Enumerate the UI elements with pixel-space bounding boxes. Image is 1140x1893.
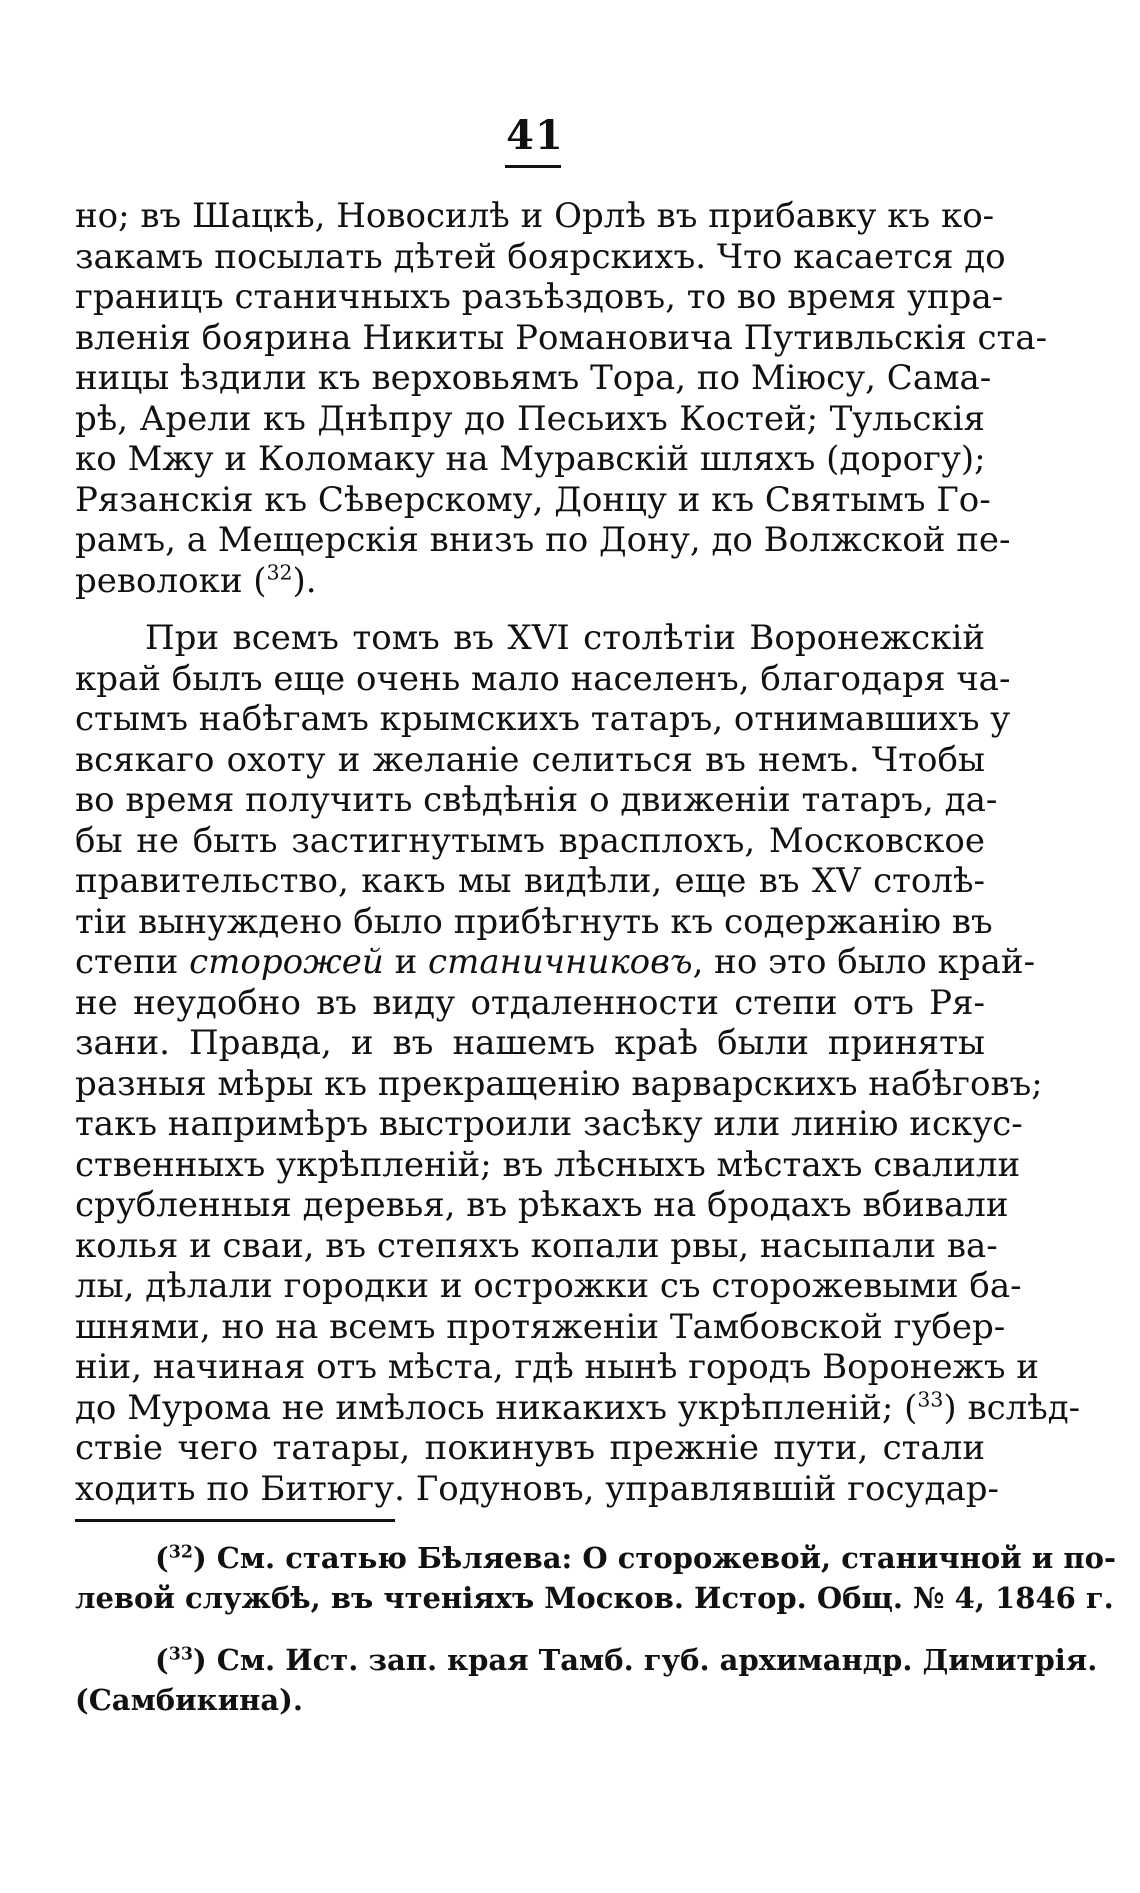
text-line: всякаго охоту и желаніе селиться въ немъ. Чтобы <box>75 739 985 780</box>
text-line: разныя мѣры къ прекращенію варварскихъ набѣговъ; <box>75 1063 1043 1104</box>
text-line: во время получить свѣдѣнія о движеніи татаръ, да- <box>75 780 998 820</box>
text-line: ніи, начиная отъ мѣста, гдѣ нынѣ городъ Воронежъ и <box>75 1347 1039 1387</box>
text-line: не неудобно въ виду отдаленности степи отъ Ря- <box>75 982 985 1023</box>
text-line: границъ станичныхъ разъѣздовъ, то во время упра- <box>75 277 1004 317</box>
text-line: рамъ, а Мещерскія внизъ по Дону, до Волжской пе- <box>75 520 1011 560</box>
text-line: ственныхъ укрѣпленій; въ лѣсныхъ мѣстахъ свалили <box>75 1144 1021 1185</box>
text-line: ствіе чего татары, покинувъ прежніе пути, стали <box>75 1428 985 1468</box>
text-line: край былъ еще очень мало населенъ, благодаря ча- <box>75 658 1011 699</box>
footnote-32-line <box>75 1538 1116 1578</box>
text-fragment: ) См. статью Бѣляева: О сторожевой, станичной и по- <box>192 1541 1116 1575</box>
footnote-marker-33: 33 <box>168 1644 193 1665</box>
text-line: стымъ набѣгамъ крымскихъ татаръ, отнимавшихъ у <box>75 699 1011 739</box>
footnote-ref-33[interactable]: 33 <box>917 1387 944 1412</box>
text-line: срубленныя деревья, въ рѣкахъ на бродахъ вбивали <box>75 1185 1009 1225</box>
text-fragment: ) См. Ист. зап. края Тамб. губ. архимандр. Димитрія. <box>192 1643 1098 1677</box>
text-line: колья и сваи, въ степяхъ копали рвы, насыпали ва- <box>75 1225 998 1266</box>
text-fragment: револоки ( <box>75 560 267 601</box>
text-line: ходить по Битюгу. Годуновъ, управлявшій государ- <box>75 1468 1000 1509</box>
footnote-33-line: (Самбикина). <box>75 1683 303 1717</box>
text-line: ко Мжу и Коломаку на Муравскій шляхъ (дорогу); <box>75 439 986 479</box>
text-line: Рязанскія къ Сѣверскому, Донцу и къ Святымъ Го- <box>75 479 991 520</box>
footnote-32-line: левой службѣ, въ чтеніяхъ Москов. Истор. Общ. № 4, 1846 г. <box>75 1581 1114 1615</box>
text-fragment: и <box>383 942 429 982</box>
text-line: такъ напримѣръ выстроили засѣку или линію искус- <box>75 1104 1023 1144</box>
text-fragment: ). <box>292 560 317 601</box>
footnotes <box>75 1538 1116 1720</box>
emphasis-stanichnikov: станичниковъ <box>428 942 693 982</box>
paragraph-2 <box>75 618 1081 1509</box>
text-fragment: ( <box>155 1643 169 1677</box>
text-line: вленія боярина Никиты Романовича Путивльскія ста- <box>75 317 1048 358</box>
footnote-marker-32: 32 <box>168 1542 193 1563</box>
footnote-separator <box>75 1519 395 1522</box>
text-fragment: ) вслѣд- <box>943 1387 1081 1428</box>
page-number-rule <box>505 165 561 168</box>
page-number: 41 <box>506 112 564 159</box>
text-line: При всемъ томъ въ XVI столѣтіи Воронежскій <box>145 618 985 658</box>
text-fragment: ( <box>155 1541 169 1575</box>
text-fragment: , но это было край- <box>692 942 1036 982</box>
text-fragment: степи <box>75 942 190 982</box>
text-line <box>75 942 1036 983</box>
text-fragment: до Мурома не имѣлось никакихъ укрѣпленій; ( <box>75 1387 918 1428</box>
text-line <box>75 561 985 602</box>
text-line: бы не быть застигнутымъ врасплохъ, Московское <box>75 820 985 861</box>
emphasis-storozhey: сторожей <box>189 942 384 982</box>
text-line <box>75 1387 1081 1429</box>
paragraph-1 <box>75 196 1048 601</box>
text-line: рѣ, Арели къ Днѣпру до Песьихъ Костей; Тульскія <box>75 398 985 439</box>
text-line: закамъ посылать дѣтей боярскихъ. Что касается до <box>75 236 1006 277</box>
footnote-ref-32[interactable]: 32 <box>266 560 293 585</box>
text-line: шнями, но на всемъ протяженіи Тамбовской губер- <box>75 1306 1006 1347</box>
text-line: правительство, какъ мы видѣли, еще въ XV столѣ- <box>75 861 985 901</box>
text-line: лы, дѣлали городки и острожки съ сторожевыми ба- <box>75 1266 1022 1306</box>
text-line: зани. Правда, и въ нашемъ краѣ были приняты <box>75 1023 985 1063</box>
footnote-gap <box>75 1618 985 1640</box>
text-line: тіи вынуждено было прибѣгнуть къ содержанію въ <box>75 901 993 942</box>
text-line: ницы ѣздили къ верховьямъ Тора, по Міюсу, Сама- <box>75 358 992 398</box>
text-line: но; въ Шацкѣ, Новосилѣ и Орлѣ въ прибавку къ ко- <box>75 196 995 236</box>
footnote-33-line <box>75 1640 1098 1680</box>
